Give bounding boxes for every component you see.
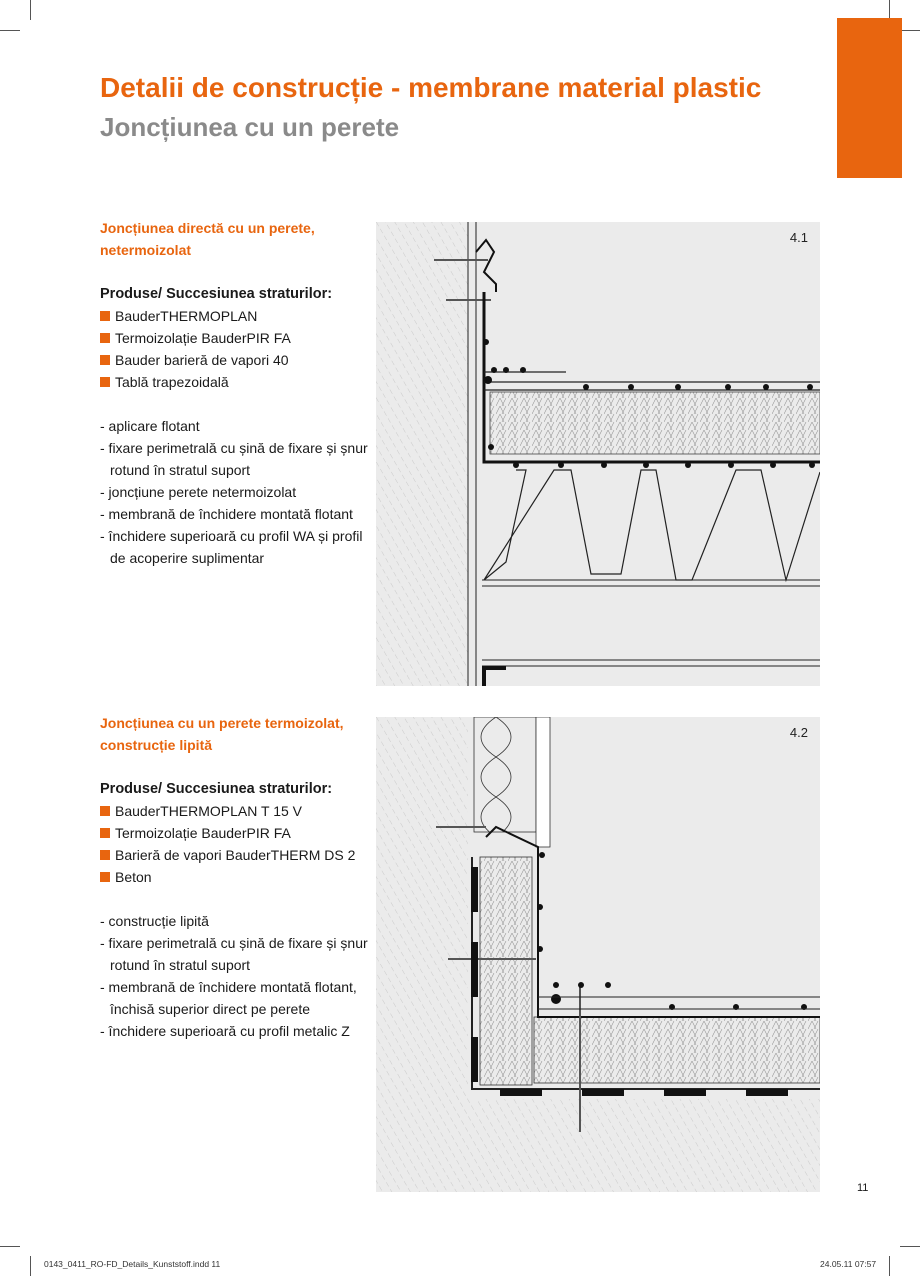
crop-mark [0,1246,20,1247]
note-item: - închidere superioară cu profil WA și profil de acoperire suplimentar [100,528,363,566]
note-item: - membrană de închidere montată flotant [100,506,353,522]
product-item: BauderTHERMOPLAN T 15 V [100,800,370,822]
figure-number: 4.2 [789,725,808,740]
construction-drawing [376,222,820,686]
footer-datetime: 24.05.11 07:57 [820,1259,877,1269]
crop-mark [889,1256,890,1276]
page-number: 11 [857,1182,869,1194]
crop-mark [900,30,920,31]
product-item: BauderTHERMOPLAN [100,305,370,327]
product-item: Termoizolație BauderPIR FA [100,822,370,844]
products-heading: Produse/ Succesiunea straturilor: [100,286,333,302]
section-heading: Joncțiunea cu un perete termoizolat, [100,715,344,731]
bullet-square-icon [100,377,110,387]
section-heading: construcție lipită [100,737,213,753]
crop-mark [30,0,31,20]
figure-number: 4.1 [789,230,808,245]
chapter-tab [837,18,902,178]
product-item: Bauder barieră de vapori 40 [100,349,370,371]
section-heading: Joncțiunea directă cu un perete, [100,220,315,236]
bullet-square-icon [100,828,110,838]
crop-mark [30,1256,31,1276]
bullet-square-icon [100,806,110,816]
bullet-square-icon [100,333,110,343]
detail-drawing-4-1 [376,222,820,686]
footer-file-info: 0143_0411_RO-FD_Details_Kunststoff.indd 11 [44,1259,221,1269]
note-item: - fixare perimetrală cu șină de fixare și șnur rotund în stratul suport [100,935,368,973]
crop-mark [900,1246,920,1247]
bullet-square-icon [100,311,110,321]
products-heading: Produse/ Succesiunea straturilor: [100,781,333,797]
section-heading: netermoizolat [100,242,192,258]
bullet-square-icon [100,355,110,365]
note-item: - construcție lipită [100,913,209,929]
note-item: - membrană de închidere montată flotant, închisă superior direct pe perete [100,979,357,1017]
product-item: Beton [100,866,370,888]
crop-mark [889,0,890,20]
page-title: Detalii de construcție - membrane material plastic [100,72,762,103]
note-item: - joncțiune perete netermoizolat [100,484,297,500]
detail-drawing-4-2 [376,717,820,1192]
product-item: Barieră de vapori BauderTHERM DS 2 [100,844,370,866]
product-item: Termoizolație BauderPIR FA [100,327,370,349]
bullet-square-icon [100,872,110,882]
product-item: Tablă trapezoidală [100,371,370,393]
note-item: - aplicare flotant [100,418,200,434]
construction-drawing [376,717,820,1192]
crop-mark [0,30,20,31]
bullet-square-icon [100,850,110,860]
section-1-text [100,217,370,569]
note-item: - fixare perimetrală cu șină de fixare și șnur rotund în stratul suport [100,440,368,478]
page-subtitle: Joncțiunea cu un perete [100,112,400,142]
section-2-text [100,712,370,1042]
note-item: - închidere superioară cu profil metalic Z [100,1023,350,1039]
